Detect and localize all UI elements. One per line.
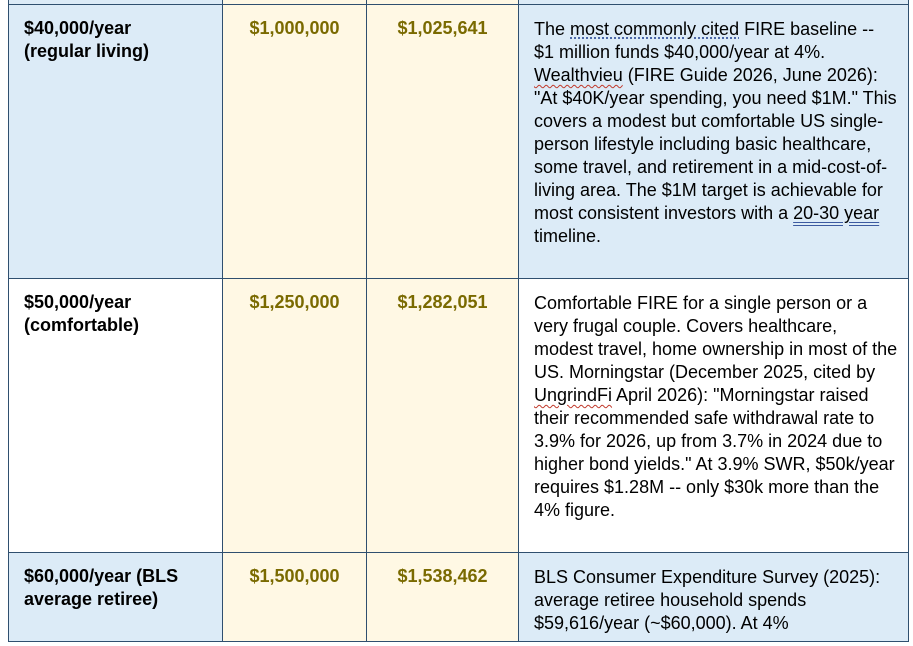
text-run: April 2026): "Morningstar raised their recommended safe withdrawal rate to 3.9% for 2026, up from 3.7% in 2024 due to higher bond yields." At 3.9% SWR, $50k/year requires $1.28M -- only $30k more than the 4% figure.	[534, 385, 895, 520]
adjusted-number: $1,025,641	[397, 18, 488, 38]
fire-number-cell	[223, 5, 367, 279]
table-row	[9, 553, 909, 642]
fire-number: $1,000,000	[249, 18, 340, 38]
description-cell	[519, 279, 909, 553]
spending-label-cell	[9, 553, 223, 642]
spending-amount: $60,000/year (BLS	[24, 566, 179, 586]
description-cell	[519, 5, 909, 279]
table-row	[9, 5, 909, 279]
adjusted-number-cell	[367, 5, 519, 279]
text-run: FIRE baseline -- $1 million funds $40,000/year at 4%.	[534, 19, 875, 62]
spending-category: (regular living)	[24, 41, 150, 61]
description-text	[519, 5, 908, 248]
adjusted-number-cell	[367, 553, 519, 642]
spelling-flagged-text: UngrindFi	[534, 385, 613, 405]
adjusted-number: $1,538,462	[397, 566, 488, 586]
fire-number: $1,500,000	[249, 566, 340, 586]
description-text	[519, 279, 908, 522]
fire-number-cell	[223, 279, 367, 553]
fire-targets-table	[8, 0, 909, 642]
grammar-flagged-text: most commonly cited	[570, 19, 740, 39]
fire-number-cell	[223, 553, 367, 642]
text-run: The	[534, 19, 571, 39]
description-text	[519, 553, 908, 635]
text-run: timeline.	[534, 226, 602, 246]
description-cell	[519, 553, 909, 642]
spelling-flagged-text: Wealthvieu	[534, 65, 623, 85]
spending-label-cell	[9, 5, 223, 279]
text-run: (FIRE Guide 2026, June 2026): "At $40K/year spending, you need $1M." This covers a modest but comfortable US single-person lifestyle including basic healthcare, some travel, and retirement in a mid-cost-of-living area. The $1M target is achievable for most consistent investors with a	[534, 65, 897, 223]
spending-category: average retiree)	[24, 589, 159, 609]
fire-number: $1,250,000	[249, 292, 340, 312]
adjusted-number-cell	[367, 279, 519, 553]
text-run: BLS Consumer Expenditure Survey (2025): average retiree household spends $59,616/year (~$60,000). At 4%	[534, 567, 881, 633]
spending-amount: $50,000/year	[24, 292, 132, 312]
spending-label-cell	[9, 279, 223, 553]
adjusted-number: $1,282,051	[397, 292, 488, 312]
text-run: Comfortable FIRE for a single person or a very frugal couple. Covers healthcare, modest travel, home ownership in most of the US. Morningstar (December 2025, cited by	[534, 293, 898, 382]
grammar-flagged-text: 20-30 year	[793, 203, 880, 223]
table-row	[9, 279, 909, 553]
spending-amount: $40,000/year	[24, 18, 132, 38]
spending-category: (comfortable)	[24, 315, 140, 335]
